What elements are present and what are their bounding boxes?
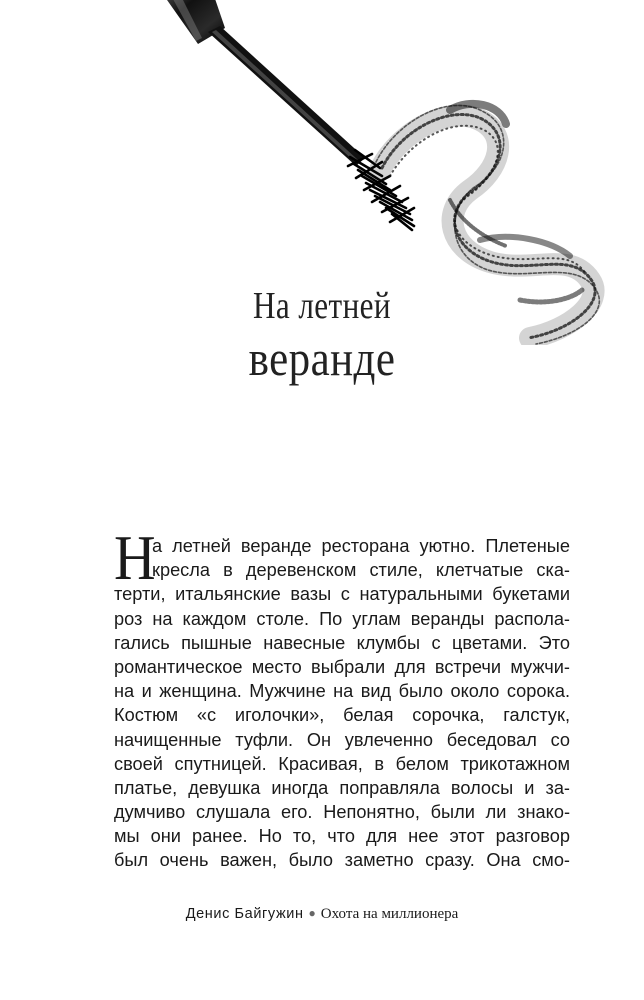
text-line: романтическое место выбрали для встречи мужчи- (114, 656, 570, 677)
chapter-title-line1: На летней (252, 285, 391, 327)
text-line: своей спутницей. Красивая, в белом трикотажном (114, 753, 570, 774)
text-line: Костюм «с иголочки», белая сорочка, галстук, (114, 705, 570, 726)
mascara-stick (208, 26, 365, 166)
text-line: роз на каждом столе. По углам веранды распола- (114, 608, 570, 629)
text-line: гались пышные навесные клумбы с цветами. Это (114, 632, 570, 653)
text-line: терти, итальянские вазы с натуральными букетами (114, 584, 570, 605)
text-line: на и женщина. Мужчине на вид было около сорока. (114, 681, 570, 702)
text-line: мы они ранее. Но то, что для нее этот разговор (114, 826, 570, 847)
text-line: думчиво слушала его. Непонятно, были ли знако- (114, 802, 570, 823)
chapter-title-line2: веранде (248, 330, 396, 386)
text-line: а летней веранде ресторана уютно. Плетеные (152, 536, 570, 556)
running-footer (0, 906, 644, 923)
text-line: начищенные туфли. Он увлеченно беседовал со (114, 729, 570, 750)
footer-author: Денис Байгужин (185, 906, 304, 922)
text-line: кресла в деревенском стиле, клетчатые ска- (152, 560, 570, 581)
drop-cap-letter: Н (114, 522, 156, 593)
footer-separator-dot-icon: ● (308, 906, 316, 920)
text-line: был очень важен, было заметно сразу. Она смо- (114, 850, 570, 871)
text-line: платье, девушка иногда поправляла волосы и за- (114, 777, 570, 798)
body-paragraph (114, 534, 570, 873)
footer-book-title: Охота на миллионера (320, 906, 459, 922)
